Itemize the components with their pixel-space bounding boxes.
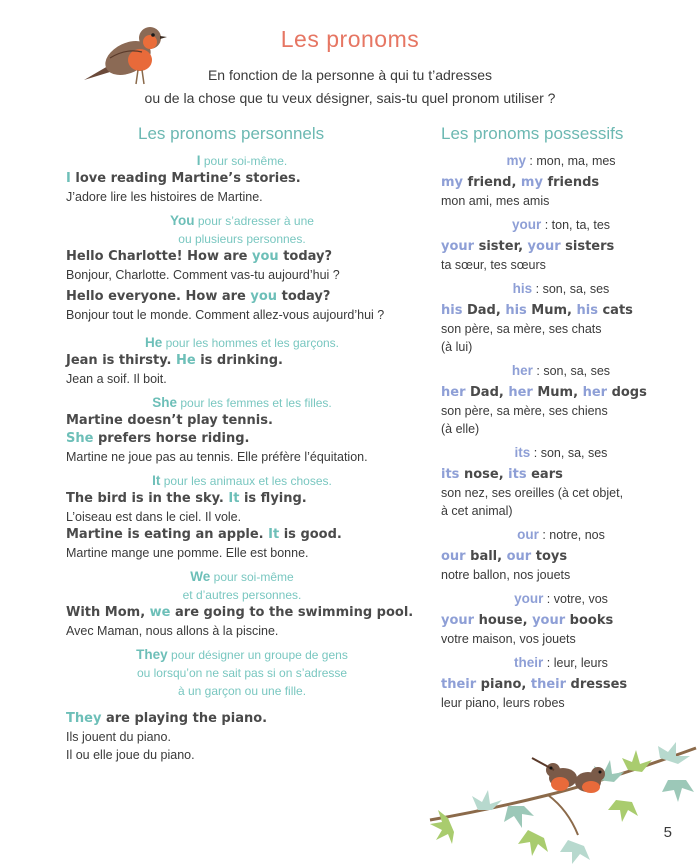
- intro-line: En fonction de la personne à qui tu t’adresses: [207, 67, 493, 83]
- example-english: your house, your books: [441, 613, 614, 628]
- example-english: my friend, my friends: [441, 175, 600, 190]
- example-french: son nez, ses oreilles (à cet objet,: [441, 486, 624, 500]
- example-french: à cet animal): [441, 504, 513, 518]
- example-english: its nose, its ears: [441, 467, 563, 482]
- example-english: Hello everyone. How are you today?: [66, 289, 331, 304]
- pronoun-caption: You pour s’adresser à une: [170, 213, 314, 228]
- example-english: Jean is thirsty. He is drinking.: [66, 353, 283, 368]
- example-english: The bird is in the sky. It is flying.: [66, 491, 307, 506]
- page-number: 5: [663, 824, 672, 841]
- example-french: Avec Maman, nous allons à la piscine.: [66, 624, 279, 638]
- intro-text: [120, 64, 580, 110]
- pronoun-caption: He pour les hommes et les garçons.: [144, 335, 339, 350]
- page-title: Les pronoms: [280, 26, 420, 52]
- possessive-pronouns-section: [441, 152, 681, 712]
- pronoun-caption: our : notre, nos: [517, 527, 605, 542]
- pronoun-caption: their : leur, leurs: [514, 655, 608, 670]
- example-english: his Dad, his Mum, his cats: [441, 303, 633, 318]
- pronoun-caption: your : ton, ta, tes: [511, 217, 611, 232]
- example-english: They are playing the piano.: [66, 711, 268, 726]
- right-column-title: Les pronoms possessifs: [441, 124, 624, 143]
- example-french: leur piano, leurs robes: [441, 696, 565, 710]
- example-english: Martine is eating an apple. It is good.: [66, 527, 342, 542]
- example-french: (à elle): [441, 422, 480, 436]
- example-english: She prefers horse riding.: [66, 431, 250, 446]
- pronoun-caption: It pour les animaux et les choses.: [152, 473, 332, 488]
- example-english: her Dad, her Mum, her dogs: [441, 385, 647, 400]
- personal-pronouns-section: [66, 152, 418, 764]
- example-french: Bonjour tout le monde. Comment allez-vous aujourd’hui ?: [66, 308, 385, 322]
- example-english: I love reading Martine’s stories.: [66, 171, 301, 186]
- pronoun-caption: his : son, sa, ses: [512, 281, 610, 296]
- left-column-title: Les pronoms personnels: [138, 124, 325, 143]
- pronoun-caption: She pour les femmes et les filles.: [152, 395, 332, 410]
- example-french: son père, sa mère, ses chiens: [441, 404, 608, 418]
- example-french: Martine mange une pomme. Elle est bonne.: [66, 546, 309, 560]
- example-french: Il ou elle joue du piano.: [66, 748, 195, 762]
- intro-line: ou de la chose que tu veux désigner, sais-tu quel pronom utiliser ?: [144, 90, 556, 106]
- pronoun-caption: her : son, sa, ses: [511, 363, 611, 378]
- example-english: With Mom, we are going to the swimming pool.: [66, 605, 414, 620]
- pronoun-caption: We pour soi-même: [190, 569, 294, 584]
- pronoun-caption: à un garçon ou une fille.: [177, 684, 307, 698]
- example-french: L’oiseau est dans le ciel. Il vole.: [66, 510, 242, 524]
- pronoun-caption: I pour soi-même.: [196, 153, 288, 168]
- example-french: notre ballon, nos jouets: [441, 568, 571, 582]
- example-french: J’adore lire les histoires de Martine.: [66, 190, 263, 204]
- example-french: votre maison, vos jouets: [441, 632, 576, 646]
- example-english: Martine doesn’t play tennis.: [66, 413, 273, 428]
- example-french: mon ami, mes amis: [441, 194, 550, 208]
- example-french: Jean a soif. Il boit.: [66, 372, 167, 386]
- pronoun-caption: ou lorsqu’on ne sait pas si on s’adresse: [136, 666, 348, 680]
- example-english: their piano, their dresses: [441, 677, 628, 692]
- example-french: (à lui): [441, 340, 473, 354]
- example-french: Bonjour, Charlotte. Comment vas-tu aujourd’hui ?: [66, 268, 340, 282]
- example-english: our ball, our toys: [441, 549, 568, 564]
- example-french: son père, sa mère, ses chats: [441, 322, 602, 336]
- pronoun-caption: my : mon, ma, mes: [506, 153, 616, 168]
- branch-birds-illustration: [428, 740, 700, 867]
- pronoun-caption: They pour désigner un groupe de gens: [136, 647, 348, 662]
- example-english: your sister, your sisters: [441, 239, 615, 254]
- pronoun-caption: its : son, sa, ses: [514, 445, 608, 460]
- example-english: Hello Charlotte! How are you today?: [66, 249, 333, 264]
- pronoun-caption: your : votre, vos: [514, 591, 608, 606]
- pronoun-caption: et d’autres personnes.: [182, 588, 302, 602]
- example-french: Martine ne joue pas au tennis. Elle préfère l’équitation.: [66, 450, 368, 464]
- example-french: ta sœur, tes sœurs: [441, 258, 546, 272]
- example-french: Ils jouent du piano.: [66, 730, 171, 744]
- pronoun-caption: ou plusieurs personnes.: [178, 232, 306, 246]
